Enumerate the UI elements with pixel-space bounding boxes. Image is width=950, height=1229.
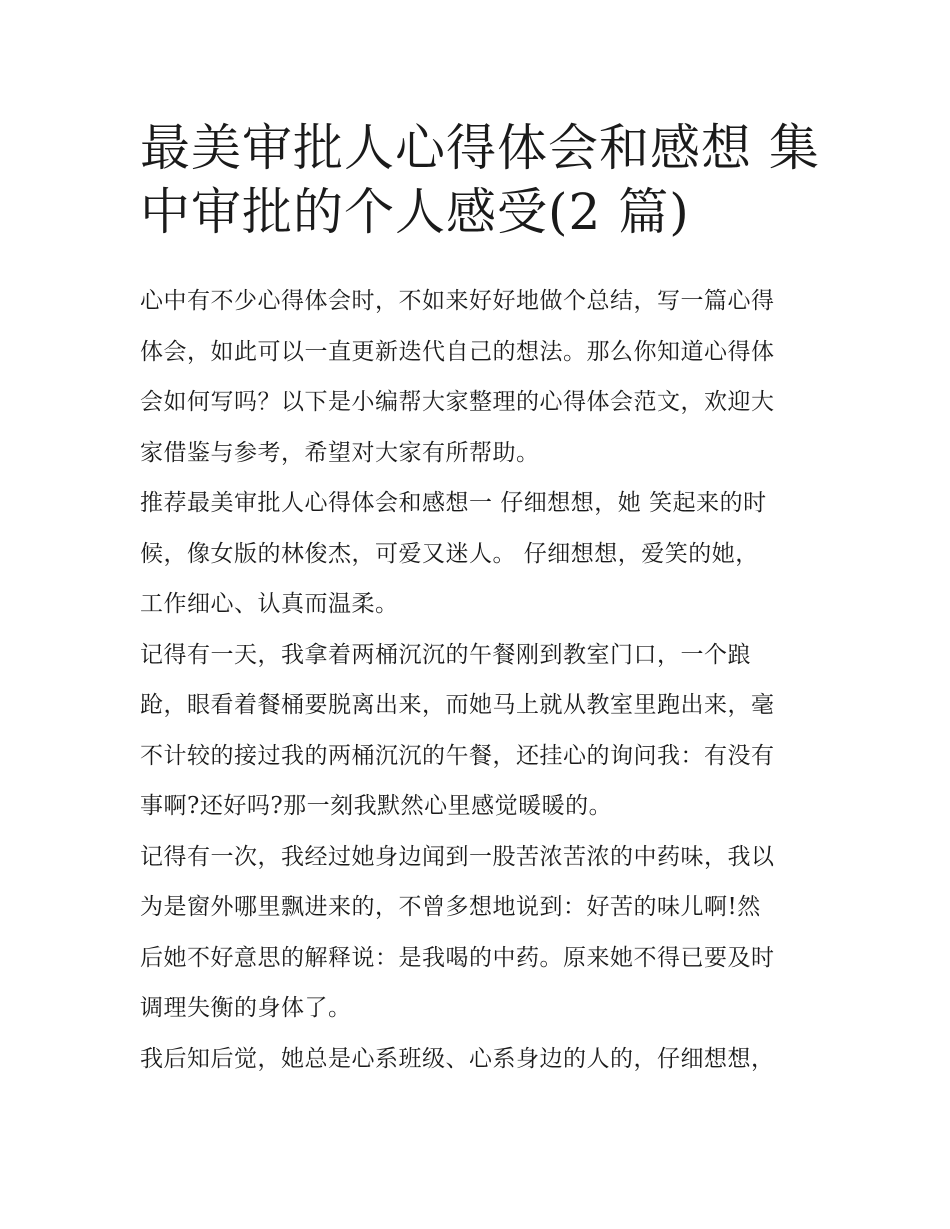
- text-line: 我后知后觉，她总是心系班级、心系身边的人的，仔细想想，: [140, 1045, 775, 1072]
- document-title: [140, 116, 820, 244]
- text-line: 家借鉴与参考，希望对大家有所帮助。: [140, 439, 540, 466]
- title-line-2: 中审批的个人感受(2 篇): [140, 183, 690, 241]
- text-line: 会如何写吗？以下是小编帮大家整理的心得体会范文，欢迎大: [140, 389, 775, 415]
- text-line: 记得有一天，我拿着两桶沉沉的午餐刚到教室门口，一个踉: [140, 641, 751, 668]
- text-line: 体会，如此可以一直更新迭代自己的想法。那么你知道心得体: [140, 338, 775, 365]
- text-line: 记得有一次，我经过她身边闻到一股苦浓苦浓的中药味，我以: [140, 843, 775, 870]
- text-line: 调理失衡的身体了。: [140, 995, 352, 1021]
- text-line: 后她不好意思的解释说：是我喝的中药。原来她不得已要及时: [140, 944, 775, 971]
- text-line: 不计较的接过我的两桶沉沉的午餐，还挂心的询问我：有没有: [140, 742, 775, 769]
- text-line: 事啊?还好吗?那一刻我默然心里感觉暖暖的。: [140, 793, 613, 819]
- text-line: 候，像女版的林俊杰，可爱又迷人。 仔细想想，爱笑的她，: [140, 540, 759, 567]
- text-line: 心中有不少心得体会时，不如来好好地做个总结，写一篇心得: [140, 288, 775, 314]
- document-body: [140, 276, 820, 1084]
- title-line-1: 最美审批人心得体会和感想 集: [140, 119, 820, 177]
- text-line: 推荐最美审批人心得体会和感想一 仔细想想，她 笑起来的时: [140, 490, 767, 516]
- text-line: 跄，眼看着餐桶要脱离出来，而她马上就从教室里跑出来，毫: [140, 692, 775, 718]
- text-line: 为是窗外哪里飘进来的，不曾多想地说到：好苦的味儿啊!然: [140, 894, 761, 920]
- text-line: 工作细心、认真而温柔。: [140, 591, 399, 617]
